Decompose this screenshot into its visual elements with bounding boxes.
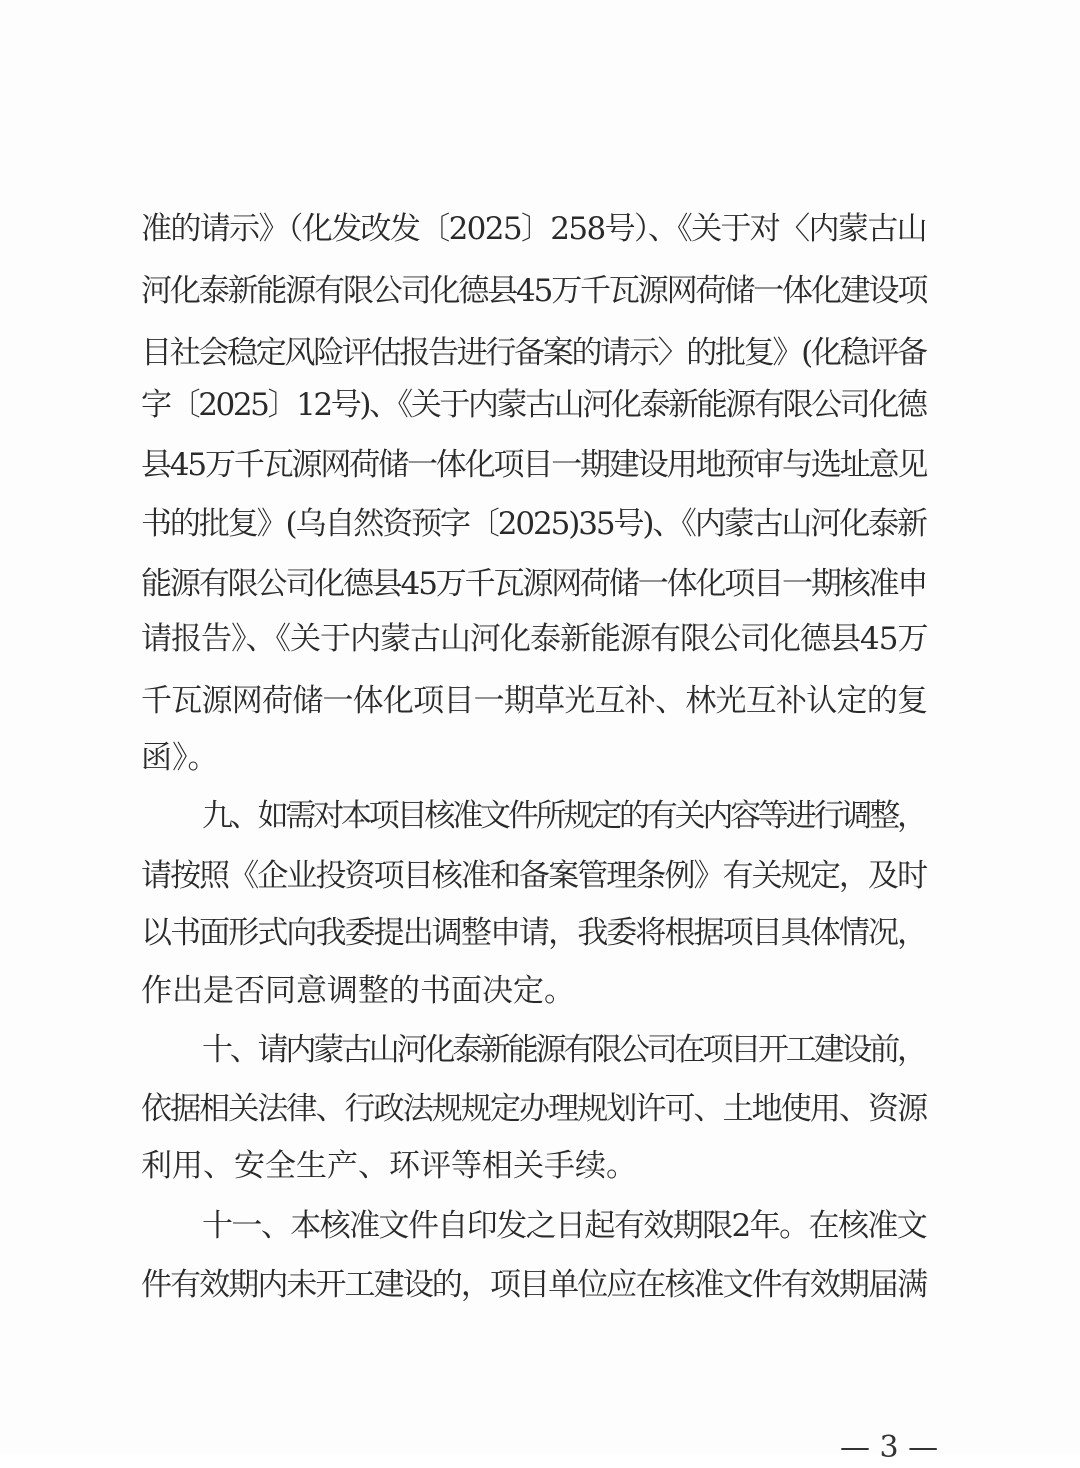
text-line: 县45万千瓦源网荷储一体化项目一期建设用地预审与选址意见 [141, 447, 927, 483]
text-line: 字〔2025〕12号)、《关于内蒙古山河化泰新能源有限公司化德 [141, 387, 926, 423]
text-line: 请报告》、《关于内蒙古山河化泰新能源有限公司化德县45万 [141, 621, 928, 657]
text-line: 依据相关法律、行政法规规定办理规划许可、土地使用、资源 [141, 1091, 927, 1127]
paragraph-11-start: 十一、本核准文件自印发之日起有效期限2年。在核准文 [202, 1208, 927, 1244]
text-line: 利用、安全生产、环评等相关手续。 [141, 1148, 637, 1184]
paragraph-9-start: 九、如需对本项目核准文件所规定的有关内容等进行调整， [202, 798, 925, 834]
page-number: — 3 — [840, 1430, 939, 1465]
text-line: 函》。 [141, 740, 219, 776]
paragraph-10-start: 十、请内蒙古山河化泰新能源有限公司在项目开工建设前， [202, 1032, 925, 1068]
text-line: 千瓦源网荷储一体化项目一期草光互补、林光互补认定的复 [141, 683, 928, 719]
text-line: 以书面形式向我委提出调整申请，我委将根据项目具体情况， [141, 915, 927, 951]
text-line: 件有效期内未开工建设的，项目单位应在核准文件有效期届满 [141, 1267, 927, 1303]
text-line: 作出是否同意调整的书面决定。 [141, 973, 575, 1009]
text-line: 准的请示》（化发改发〔2025〕258号）、《关于对〈内蒙古山 [141, 211, 927, 247]
text-line: 书的批复》(乌自然资预字〔2025)35号)、《内蒙古山河化泰新 [141, 506, 926, 542]
text-line: 河化泰新能源有限公司化德县45万千瓦源网荷储一体化建设项 [141, 273, 927, 309]
text-line: 能源有限公司化德县45万千瓦源网荷储一体化项目一期核准申 [141, 566, 927, 602]
text-line: 请按照《企业投资项目核准和备案管理条例》有关规定，及时 [141, 858, 927, 894]
text-line: 目社会稳定风险评估报告进行备案的请示〉的批复》(化稳评备 [141, 335, 926, 371]
